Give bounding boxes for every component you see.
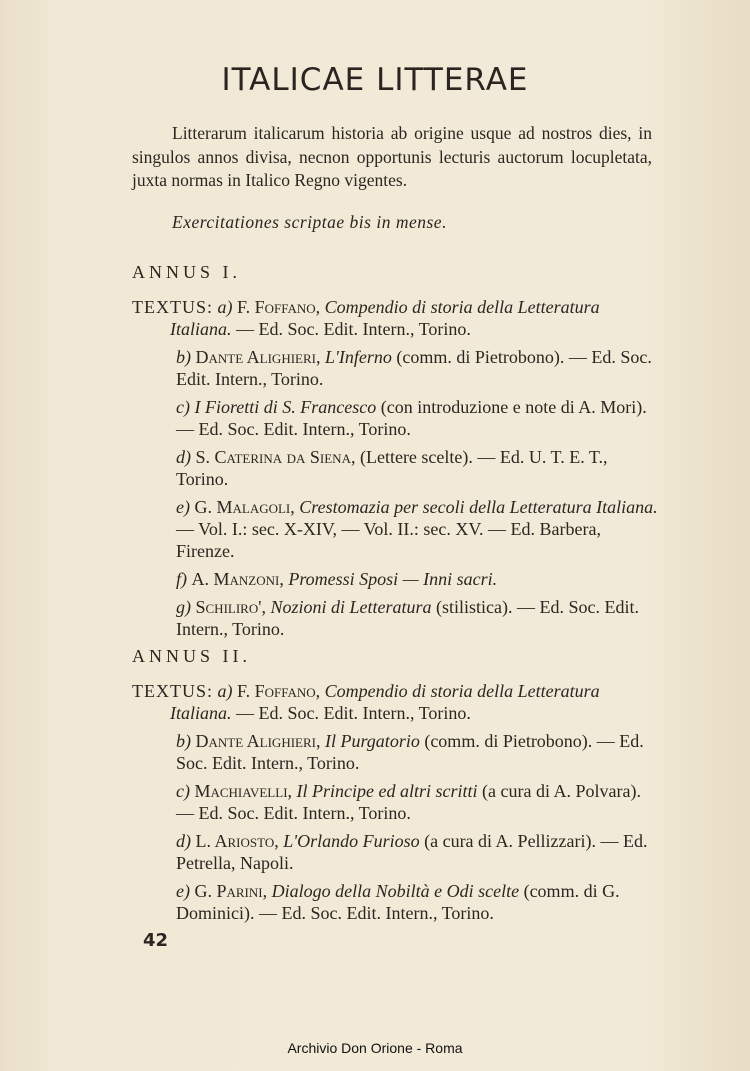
list-item — [132, 880, 662, 924]
item-letter: e) — [176, 881, 190, 901]
item-letter: g) — [176, 597, 191, 617]
item-letter: f) — [176, 569, 187, 589]
item-edition: (stilistica). — Ed. Soc. Edit. Intern., Torino. — [176, 597, 639, 639]
item-author: S. Caterina da Siena, — [195, 447, 356, 467]
page-title: ITALICAE LITTERAE — [221, 62, 529, 98]
item-edition: (comm. di G. Dominici). — Ed. Soc. Edit. Intern., Torino. — [176, 881, 620, 923]
annus-1-textus — [132, 296, 662, 646]
item-edition: — Vol. I.: sec. X-XIV, — Vol. II.: sec. XV. — Ed. Barbera, Firenze. — [176, 519, 601, 561]
item-letter: a) — [217, 681, 233, 701]
item-work: Il Purgatorio — [324, 731, 420, 751]
item-work: Crestomazia per secoli della Letteratura Italiana. — [299, 497, 658, 517]
item-edition: (con introduzione e note di A. Mori). — Ed. Soc. Edit. Intern., Torino. — [176, 397, 647, 439]
item-author: Schiliro', — [195, 597, 266, 617]
list-item — [132, 730, 662, 774]
item-author: Dante Alighieri, — [195, 347, 321, 367]
textus-label: TEXTUS: — [132, 681, 213, 701]
annus-2-textus — [132, 680, 662, 930]
list-item — [132, 446, 662, 490]
item-letter: e) — [176, 497, 190, 517]
item-author: Machiavelli, — [194, 781, 293, 801]
item-work: Compendio di storia della Letteratura Italiana. — [170, 681, 600, 723]
page-number: 42 — [143, 930, 169, 951]
item-author: G. Malagoli, — [194, 497, 295, 517]
item-edition: (comm. di Pietrobono). — Ed. Soc. Edit. Intern., Torino. — [176, 347, 652, 389]
item-author: A. Manzoni, — [191, 569, 284, 589]
item-work: Compendio di storia della Letteratura Italiana. — [170, 297, 600, 339]
item-edition: (a cura di A. Polvara). — Ed. Soc. Edit. Intern., Torino. — [176, 781, 641, 823]
list-item — [132, 396, 662, 440]
item-work: I Fioretti di S. Francesco — [194, 397, 377, 417]
item-work: Nozioni di Letteratura — [270, 597, 432, 617]
list-item — [132, 596, 662, 640]
item-letter: d) — [176, 447, 191, 467]
item-edition: (Lettere scelte). — Ed. U. T. E. T., Torino. — [176, 447, 608, 489]
item-work: L'Orlando Furioso — [283, 831, 420, 851]
item-letter: d) — [176, 831, 191, 851]
intro-note: Exercitationes scriptae bis in mense. — [172, 212, 447, 232]
textus-label: TEXTUS: — [132, 297, 213, 317]
list-item — [132, 830, 662, 874]
item-letter: b) — [176, 347, 191, 367]
item-edition: — Ed. Soc. Edit. Intern., Torino. — [236, 703, 471, 723]
item-letter: c) — [176, 397, 190, 417]
intro-paragraph: Litterarum italicarum historia ab origine usque ad nostros dies, in singulos annos divisa, necnon opportunis lecturis auctorum locupletata, juxta normas in Italico Regno vigentes. — [132, 123, 652, 190]
item-letter: b) — [176, 731, 191, 751]
list-item — [132, 296, 662, 340]
list-item — [132, 496, 662, 562]
annus-1-heading: ANNUS I. — [132, 262, 242, 282]
list-item — [132, 568, 662, 590]
list-item — [132, 346, 662, 390]
item-author: Dante Alighieri, — [195, 731, 321, 751]
item-work: Dialogo della Nobiltà e Odi scelte — [271, 881, 520, 901]
item-edition: — Ed. Soc. Edit. Intern., Torino. — [236, 319, 471, 339]
item-author: F. Foffano, — [237, 681, 321, 701]
archive-footer: Archivio Don Orione - Roma — [287, 1040, 463, 1056]
item-work: L'Inferno — [324, 347, 392, 367]
item-author: G. Parini, — [194, 881, 268, 901]
item-work: Il Principe ed altri scritti — [296, 781, 478, 801]
item-author: F. Foffano, — [237, 297, 321, 317]
list-item — [132, 680, 662, 724]
item-edition: (comm. di Pietrobono). — Ed. Soc. Edit. Intern., Torino. — [176, 731, 644, 773]
annus-2-heading: ANNUS II. — [132, 646, 251, 666]
item-author: L. Ariosto, — [195, 831, 279, 851]
item-work: Promessi Sposi — Inni sacri. — [288, 569, 498, 589]
item-edition: (a cura di A. Pellizzari). — Ed. Petrella, Napoli. — [176, 831, 648, 873]
list-item — [132, 780, 662, 824]
item-letter: c) — [176, 781, 190, 801]
item-letter: a) — [217, 297, 233, 317]
